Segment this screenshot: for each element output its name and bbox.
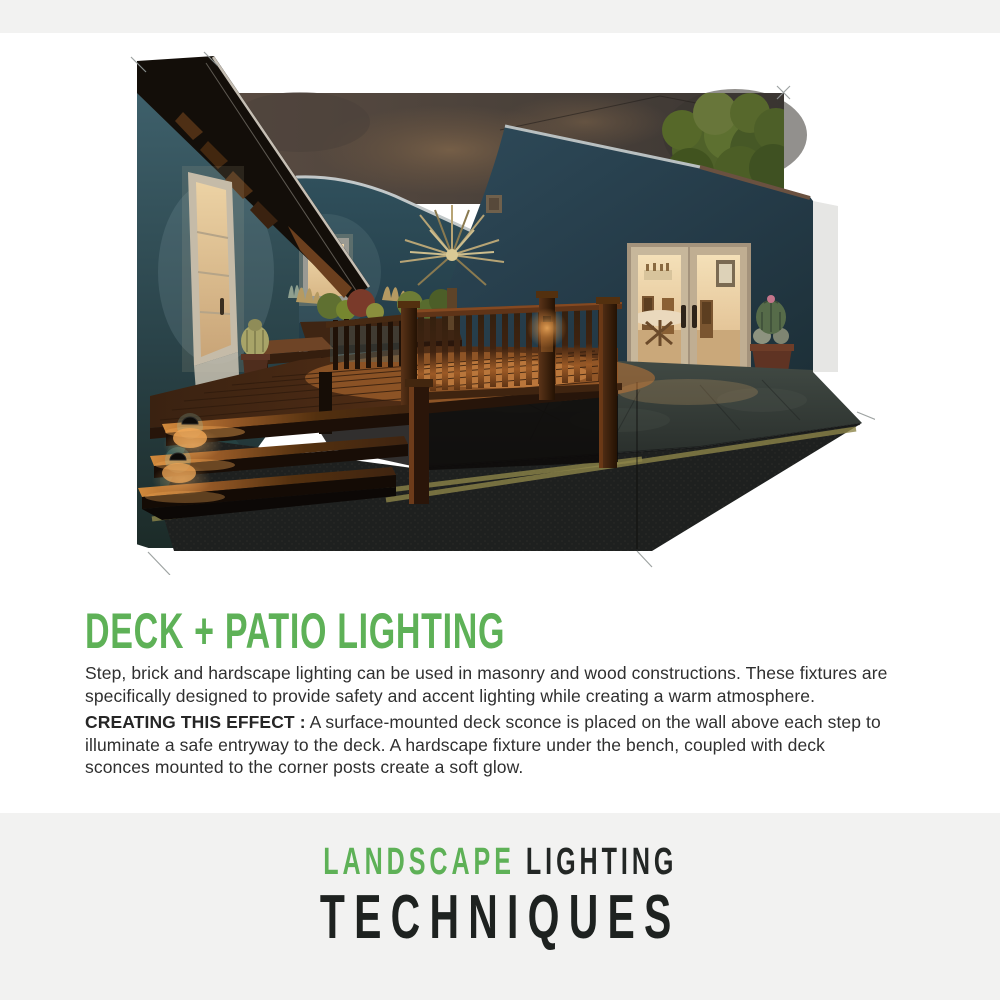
end-wall-panel [813, 201, 838, 372]
door-handle [692, 305, 697, 328]
brand-title [0, 884, 1000, 952]
brand-word-landscape: LANDSCAPE [322, 841, 515, 883]
section-heading: DECK + PATIO LIGHTING [85, 603, 506, 659]
cactus-flower [767, 295, 775, 303]
door-handle [220, 298, 224, 315]
effect-label: CREATING THIS EFFECT : [85, 712, 306, 732]
brand-word-lighting: LIGHTING [525, 841, 678, 883]
intro-paragraph: Step, brick and hardscape lighting can be used in masonry and wood constructions. These fixtures are specifically designed to provide safety and accent lighting while creating a warm atmosphere. [85, 663, 888, 706]
effect-paragraph [85, 711, 890, 779]
render-canvas [130, 50, 875, 575]
door-handle [681, 305, 686, 328]
top-margin-band [0, 0, 1000, 33]
lit-entry-door [182, 166, 244, 404]
brand-title-text: TECHNIQUES [319, 883, 681, 952]
deck-patio-render [130, 50, 875, 575]
effect-text: A surface-mounted deck sconce is placed on the wall above each step to illuminate a safe entryway to the deck. A hardscape fixture under the bench, coupled with deck sconces mounted to the corner posts create a soft glow. [85, 712, 881, 777]
brand-line [0, 842, 1000, 884]
